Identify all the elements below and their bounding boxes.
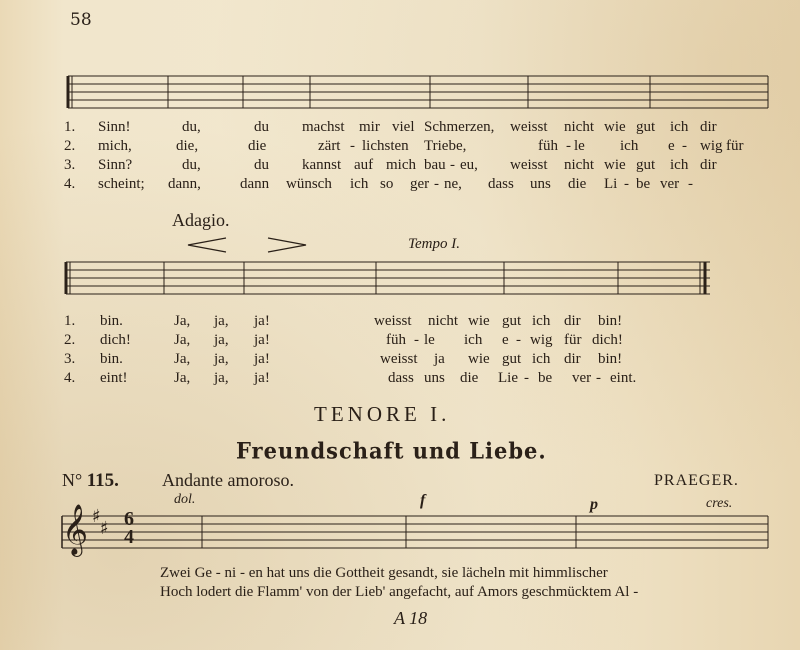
verse3-line: 3. bin. Ja, ja, ja! weisst ja wie gut ich dir bin! [64, 351, 623, 367]
verse4-line: 4. eint! Ja, ja, ja! dass uns die Lie - be ver - eint. [64, 370, 637, 386]
verse1-line: 1. bin. Ja, ja, ja! weisst nicht wie gut ich dir bin! [64, 313, 623, 329]
verse3-line: 3. Sinn? du, du kannst auf mich bau - eu, weisst nicht wie gut ich dir [64, 157, 717, 173]
lyric-line-2: Hoch lodert die Flamm' von der Lieb' angefacht, auf Amors geschmücktem Al - [160, 584, 639, 600]
tempo-adagio: Adagio. [172, 210, 230, 230]
tempo-primo: Tempo I. [408, 236, 460, 252]
section-title: TENORE I. [314, 402, 451, 426]
dynamic-dolce: dol. [174, 492, 196, 507]
treble-clef-icon: 𝄞 [62, 504, 89, 555]
dynamic-piano: p [590, 496, 598, 513]
tempo-marking: Andante amoroso. [162, 470, 294, 490]
verse1-line: 1. Sinn! du, du machst mir viel Schmerzen, weisst nicht wie gut ich dir [64, 119, 717, 135]
verse2-line: 2. dich! Ja, ja, ja! füh - le ich e - wig für dich! [64, 332, 623, 348]
time-signature-top: 6 [124, 508, 134, 530]
footer-signature: A 18 [394, 608, 428, 628]
lyric-line-1: Zwei Ge - ni - en hat uns die Gottheit gesandt, sie lächeln mit himmlischer [160, 565, 608, 581]
composer-name: PRAEGER. [654, 472, 739, 489]
sharp-icon-c: ♯ [100, 518, 109, 539]
verse4-line: 4. scheint; dann, dann wünsch ich so ger - ne, dass uns die Li - be ver - [64, 176, 693, 192]
verse2-line: 2. mich, die, die zärt - lichsten Triebe, füh - le ich e - wig für [64, 138, 744, 154]
system3-lyrics [160, 564, 638, 602]
page-number: 58 [70, 10, 92, 30]
sharp-icon-f: ♯ [92, 506, 101, 527]
time-signature-bottom: 4 [124, 526, 134, 548]
dynamic-crescendo: cres. [706, 496, 733, 511]
dynamic-forte: f [420, 492, 426, 509]
song-title: Freundschaft und Liebe. [236, 437, 547, 464]
song-number-value: 115. [86, 470, 119, 491]
song-number-prefix: N° [62, 470, 87, 490]
